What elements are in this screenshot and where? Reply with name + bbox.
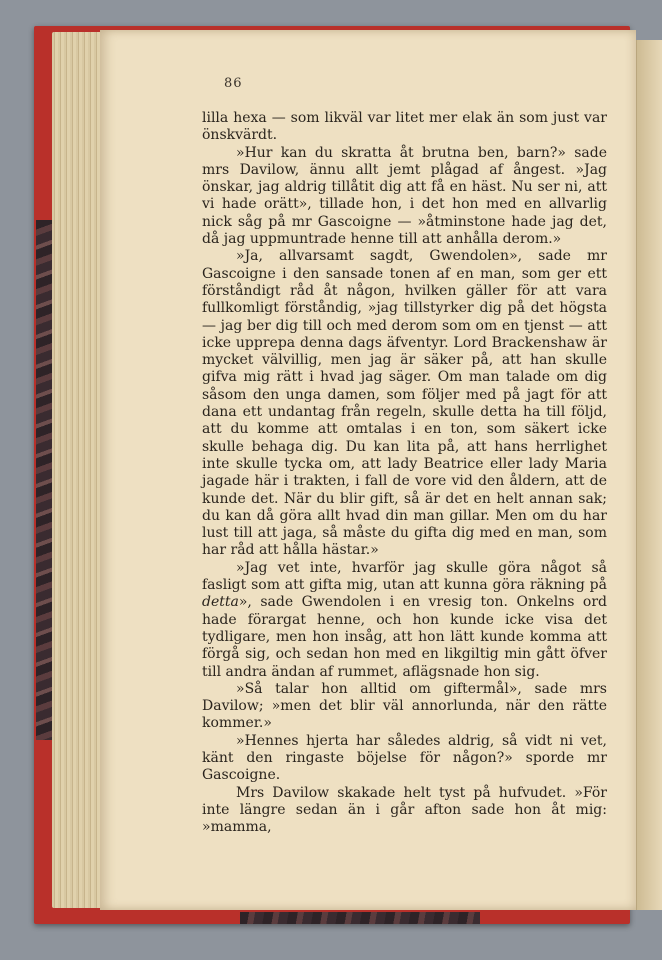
paragraph-4 <box>202 560 607 681</box>
paragraph-4-after: », sade Gwendolen i en vresig ton. Onkelns ord hade förargat henne, och hon kunde icke visa det tydligare, men hon insåg, att hon lätt kunde komma att förgå sig, och sedan hon med en likgiltig min gått öfver till andra ändan af rummet, aflägsnade hon sig. <box>202 594 607 680</box>
paragraph-5: »Så talar hon alltid om giftermål», sade mrs Davilow; »men det blir väl annorlunda, när den rätte kommer.» <box>202 680 607 732</box>
paragraph-7: Mrs Davilow skakade helt tyst på hufvudet. »För inte längre sedan än i går afton sade hon åt mig: »mamma, <box>202 784 607 836</box>
facing-page-edge <box>636 40 662 910</box>
marbled-spine <box>36 220 52 740</box>
paragraph-4-emphasis: detta <box>202 594 239 611</box>
page-number: 86 <box>224 76 243 91</box>
marbled-edge <box>240 912 480 924</box>
page-text <box>202 110 607 836</box>
paragraph-1: lilla hexa — som likväl var litet mer elak än som just var önskvärdt. <box>202 110 607 144</box>
paragraph-4-before: »Jag vet inte, hvarför jag skulle göra något så fasligt som att gifta mig, utan att kunna göra räkning på <box>202 559 607 594</box>
paragraph-6: »Hennes hjerta har således aldrig, så vidt ni vet, känt den ringaste böjelse för någon?» sporde mr Gascoigne. <box>202 732 607 784</box>
paragraph-2: »Hur kan du skratta åt brutna ben, barn?» sade mrs Davilow, ännu allt jemt plågad af ångest. »Jag önskar, jag aldrig tillåtit dig att få en häst. Nu ser ni, att vi hade orätt», tillade hon, i det hon med en allvarlig nick såg på mr Gascoigne — »åtminstone hade jag det, då jag uppmuntrade henne till att anhålla derom.» <box>202 144 607 248</box>
paragraph-3: »Ja, allvarsamt sagdt, Gwendolen», sade mr Gascoigne i den sansade tonen af en man, som ger ett förståndigt råd åt någon, hvilken gäller för att vara fullkomligt förståndig, »jag tillstyrker dig på det högsta — jag ber dig till och med derom som om en tjenst — att icke upprepa denna dags äfventyr. Lord Brackenshaw är mycket välvillig, men jag är säker på, att han skulle gifva mig rätt i hvad jag säger. Om man talade om dig såsom den unga damen, som följer med på jagt för att dana ett undantag från regeln, skulle detta ha till följd, att du komme att omtalas i en ton, som säkert icke skulle behaga dig. Du kan lita på, att hans herrlighet inte skulle tycka om, att lady Beatrice eller lady Maria jagade här i trakten, i fall de vore vid den åldern, att de kunde det. När du blir gift, så är det en helt annan sak; du kan då göra allt hvad din man gillar. Men om du har lust till att jaga, så måste du gifta dig med en man, som har råd att hålla hästar.» <box>202 248 607 559</box>
